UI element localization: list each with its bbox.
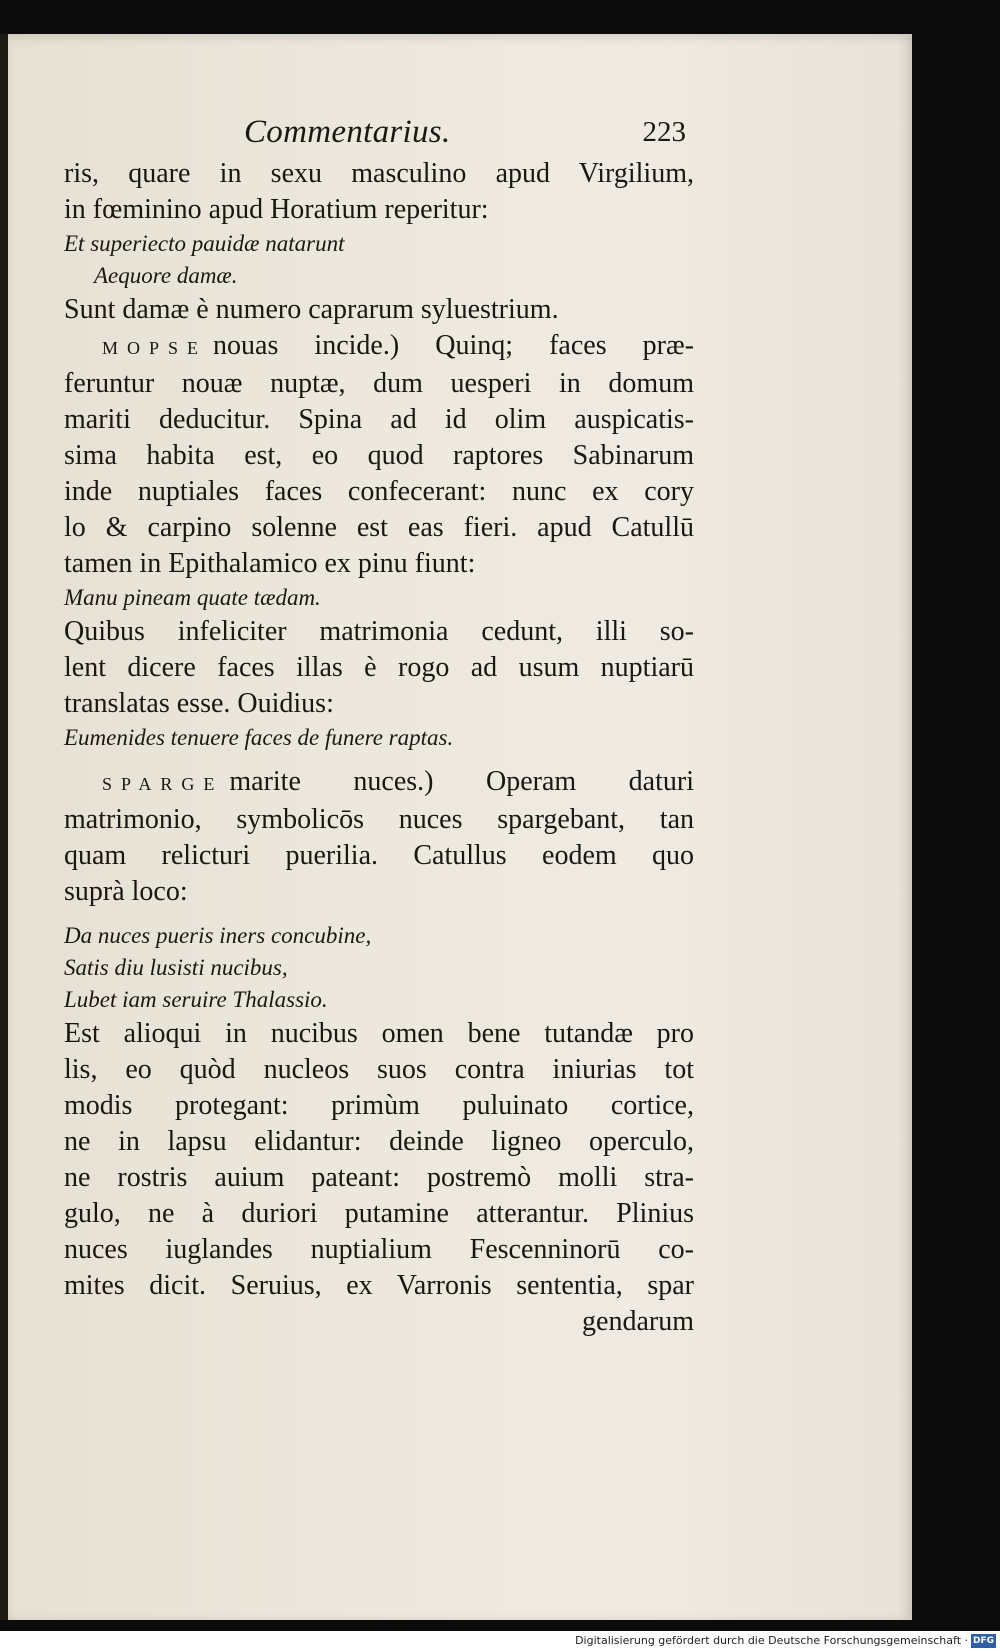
text-line: Sunt damæ è numero caprarum syluestrium.: [64, 294, 559, 325]
text-line: inde nuptiales faces confecerant: nunc ex cory: [64, 476, 694, 507]
funding-notice: Digitalisierung gefördert durch die Deutsche Forschungsgemeinschaft ·: [575, 1634, 968, 1647]
page-header: [64, 114, 694, 156]
text-line: translatas esse. Ouidius:: [64, 688, 334, 719]
page-number: 223: [642, 116, 686, 148]
verse-line: Da nuces pueris iners concubine,: [64, 923, 372, 948]
text-line: lent dicere faces illas è rogo ad usum nuptiarū: [64, 652, 694, 683]
text-line: suprà loco:: [64, 876, 188, 907]
text-line: gulo, ne à duriori putamine atterantur. Plinius: [64, 1198, 694, 1229]
text-block: [64, 114, 694, 1340]
lemma-word: SPARGE: [102, 774, 224, 794]
text-line: sima habita est, eo quod raptores Sabinarum: [64, 440, 694, 471]
verse-line: Lubet iam seruire Thalassio.: [64, 987, 328, 1012]
text-line: Est alioqui in nucibus omen bene tutandæ pro: [64, 1018, 694, 1049]
text-line: mites dicit. Seruius, ex Varronis sententia, spar: [64, 1270, 694, 1301]
text-line: quam relicturi puerilia. Catullus eodem quo: [64, 840, 694, 871]
page-left-edge: [0, 34, 8, 1620]
catchword: gendarum: [582, 1306, 694, 1337]
book-page: [8, 34, 912, 1620]
text-line: lis, eo quòd nucleos suos contra iniurias tot: [64, 1054, 694, 1085]
text-line: Quibus infeliciter matrimonia cedunt, illi so-: [64, 616, 694, 647]
verse-line: Et superiecto pauidæ natarunt: [64, 231, 345, 256]
lemma-word: MOPSE: [102, 338, 208, 358]
text-line: in fœminino apud Horatium reperitur:: [64, 194, 489, 225]
text-line: feruntur nouæ nuptæ, dum uesperi in domum: [64, 368, 694, 399]
text-line: ris, quare in sexu masculino apud Virgilium,: [64, 158, 694, 189]
verse-line: Eumenides tenuere faces de funere raptas.: [64, 725, 454, 750]
verse-line: Satis diu lusisti nucibus,: [64, 955, 288, 980]
text-line: tamen in Epithalamico ex pinu fiunt:: [64, 548, 476, 579]
text-line: matrimonio, symbolicōs nuces spargebant, tan: [64, 804, 694, 835]
text-line: ne rostris auium pateant: postremò molli stra-: [64, 1162, 694, 1193]
spacer: [64, 754, 694, 764]
lemma-text: marite nuces.) Operam daturi: [229, 766, 694, 797]
verse-line: Manu pineam quate tædam.: [64, 585, 321, 610]
lemma-line: [64, 764, 694, 802]
lemma-text: nouas incide.) Quinq; faces præ-: [213, 330, 694, 361]
text-line: lo & carpino solenne est eas fieri. apud Catullū: [64, 512, 694, 543]
footer-bar: [0, 1631, 1000, 1651]
text-line: mariti deducitur. Spina ad id olim auspicatis-: [64, 404, 694, 435]
text-line: modis protegant: primùm puluinato cortice,: [64, 1090, 694, 1121]
running-head: Commentarius.: [244, 114, 451, 150]
verse-line: Aequore damæ.: [94, 263, 238, 288]
text-line: ne in lapsu elidantur: deinde ligneo operculo,: [64, 1126, 694, 1157]
spacer: [64, 910, 694, 920]
text-line: nuces iuglandes nuptialium Fescenninorū co-: [64, 1234, 694, 1265]
lemma-line: [64, 328, 694, 366]
dfg-logo-icon: DFG: [972, 1636, 994, 1646]
